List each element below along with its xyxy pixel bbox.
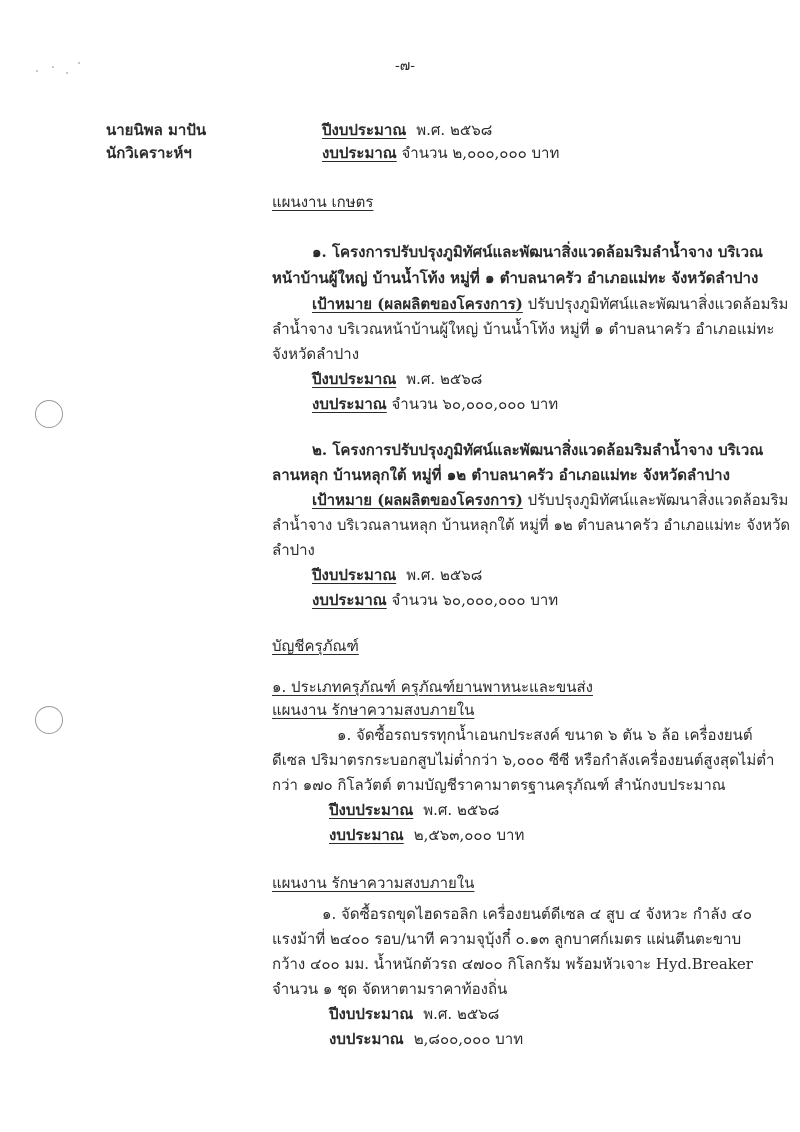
target-label: เป้าหมาย (ผลผลิตของโครงการ) — [312, 295, 523, 313]
budget-label: งบประมาณ — [312, 395, 387, 413]
equipment-1-budget — [329, 825, 524, 845]
equipment-2-line1: ๑. จัดซื้อรถขุดไฮดรอลิก เครื่องยนต์ดีเซล ๔ สูบ ๔ จังหวะ กำลัง ๔๐ — [322, 905, 753, 923]
project-1-line2: หน้าบ้านผู้ใหญ่ บ้านน้ำโท้ง หมู่ที่ ๑ ตำบลนาครัว อำเภอแม่ทะ จังหวัดลำปาง — [272, 269, 759, 287]
equipment-type: ๑. ประเภทครุภัณฑ์ ครุภัณฑ์ยานพาหนะและขนส่ง — [272, 678, 593, 696]
project-2-budget — [312, 590, 558, 610]
budget-value: จำนวน ๒,๐๐๐,๐๐๐ บาท — [401, 144, 560, 162]
equipment-1-year — [329, 800, 499, 820]
project-1-year — [312, 369, 482, 389]
year-value: พ.ศ. ๒๕๖๘ — [423, 801, 500, 819]
project-2-year — [312, 565, 482, 585]
scan-speck — [78, 62, 80, 64]
officer-year — [322, 120, 492, 140]
equipment-2-budget — [329, 1029, 523, 1049]
project-1-line1: ๑. โครงการปรับปรุงภูมิทัศน์และพัฒนาสิ่งแวดล้อมริมลำน้ำจาง บริเวณ — [312, 243, 763, 261]
project-2-target — [312, 490, 788, 510]
equipment-1-line2: ดีเซล ปริมาตรกระบอกสูบไม่ต่ำกว่า ๖,๐๐๐ ซีซี หรือกำลังเครื่องยนต์สูงสุดไม่ต่ำ — [272, 751, 775, 769]
year-value: พ.ศ. ๒๕๖๘ — [416, 121, 493, 139]
budget-label: งบประมาณ — [322, 144, 397, 162]
equipment-2-line3: กว้าง ๔๐๐ มม. น้ำหนักตัวรถ ๔๗๐๐ กิโลกรัม พร้อมหัวเจาะ Hyd.Breaker — [272, 955, 753, 973]
project-2-line2: ลานหลุก บ้านหลุกใต้ หมู่ที่ ๑๒ ตำบลนาครัว อำเภอแม่ทะ จังหวัดลำปาง — [272, 466, 730, 484]
year-label: ปีงบประมาณ — [312, 566, 397, 584]
target-label: เป้าหมาย (ผลผลิตของโครงการ) — [312, 491, 523, 509]
year-value: พ.ศ. ๒๕๖๘ — [406, 566, 483, 584]
project-1-target-line2: ลำน้ำจาง บริเวณหน้าบ้านผู้ใหญ่ บ้านน้ำโท้ง หมู่ที่ ๑ ตำบลนาครัว อำเภอแม่ทะ — [272, 320, 775, 338]
agri-plan-heading: แผนงาน เกษตร — [272, 193, 374, 211]
project-2-target-line2: ลำน้ำจาง บริเวณลานหลุก บ้านหลุกใต้ หมู่ที่ ๑๒ ตำบลนาครัว อำเภอแม่ทะ จังหวัด — [272, 516, 791, 534]
year-value: พ.ศ. ๒๕๖๘ — [423, 1005, 500, 1023]
year-label: ปีงบประมาณ — [322, 121, 407, 139]
project-1-target — [312, 294, 788, 314]
scan-speck — [52, 66, 54, 68]
scan-speck — [36, 70, 38, 72]
budget-value: ๒,๕๖๓,๐๐๐ บาท — [413, 826, 525, 844]
page-number: -๗- — [395, 58, 415, 74]
budget-value: ๒,๘๐๐,๐๐๐ บาท — [413, 1030, 524, 1048]
equipment-heading: บัญชีครุภัณฑ์ — [272, 637, 359, 655]
project-2-target-line3: ลำปาง — [272, 541, 315, 559]
target-text: ปรับปรุงภูมิทัศน์และพัฒนาสิ่งแวดล้อมริม — [527, 491, 789, 509]
security-plan-heading-2: แผนงาน รักษาความสงบภายใน — [272, 874, 475, 892]
project-1-target-line3: จังหวัดลำปาง — [272, 345, 360, 363]
year-label: ปีงบประมาณ — [329, 801, 414, 819]
equipment-1-line1: ๑. จัดซื้อรถบรรทุกน้ำเอนกประสงค์ ขนาด ๖ ตัน ๖ ล้อ เครื่องยนต์ — [337, 726, 753, 744]
binder-hole-bottom — [35, 706, 63, 734]
equipment-2-line2: แรงม้าที่ ๒๔๐๐ รอบ/นาที ความจุบุ้งกี๋ ๐.๑๓ ลูกบาศก์เมตร แผ่นตีนตะขาบ — [272, 930, 742, 948]
target-text: ปรับปรุงภูมิทัศน์และพัฒนาสิ่งแวดล้อมริม — [527, 295, 789, 313]
officer-budget — [322, 143, 559, 163]
equipment-2-year — [329, 1004, 499, 1024]
binder-hole-top — [35, 400, 63, 428]
budget-value: จำนวน ๖๐,๐๐๐,๐๐๐ บาท — [391, 591, 559, 609]
security-plan-heading: แผนงาน รักษาความสงบภายใน — [272, 701, 475, 719]
year-label: ปีงบประมาณ — [312, 370, 397, 388]
officer-name: นายนิพล มาปัน — [106, 121, 207, 139]
budget-value: จำนวน ๖๐,๐๐๐,๐๐๐ บาท — [391, 395, 559, 413]
budget-label: งบประมาณ — [329, 826, 404, 844]
project-2-line1: ๒. โครงการปรับปรุงภูมิทัศน์และพัฒนาสิ่งแวดล้อมริมลำน้ำจาง บริเวณ — [312, 441, 764, 459]
year-value: พ.ศ. ๒๕๖๘ — [406, 370, 483, 388]
equipment-1-line3: กว่า ๑๗๐ กิโลวัตต์ ตามบัญชีราคามาตรฐานครุภัณฑ์ สำนักงบประมาณ — [272, 776, 726, 794]
project-1-budget — [312, 394, 558, 414]
year-label: ปีงบประมาณ — [329, 1005, 414, 1023]
budget-label: งบประมาณ — [329, 1030, 404, 1048]
officer-position: นักวิเคราะห์ฯ — [106, 144, 192, 162]
equipment-2-line4: จำนวน ๑ ชุด จัดหาตามราคาท้องถิ่น — [272, 980, 508, 998]
budget-label: งบประมาณ — [312, 591, 387, 609]
scan-speck — [66, 72, 68, 74]
